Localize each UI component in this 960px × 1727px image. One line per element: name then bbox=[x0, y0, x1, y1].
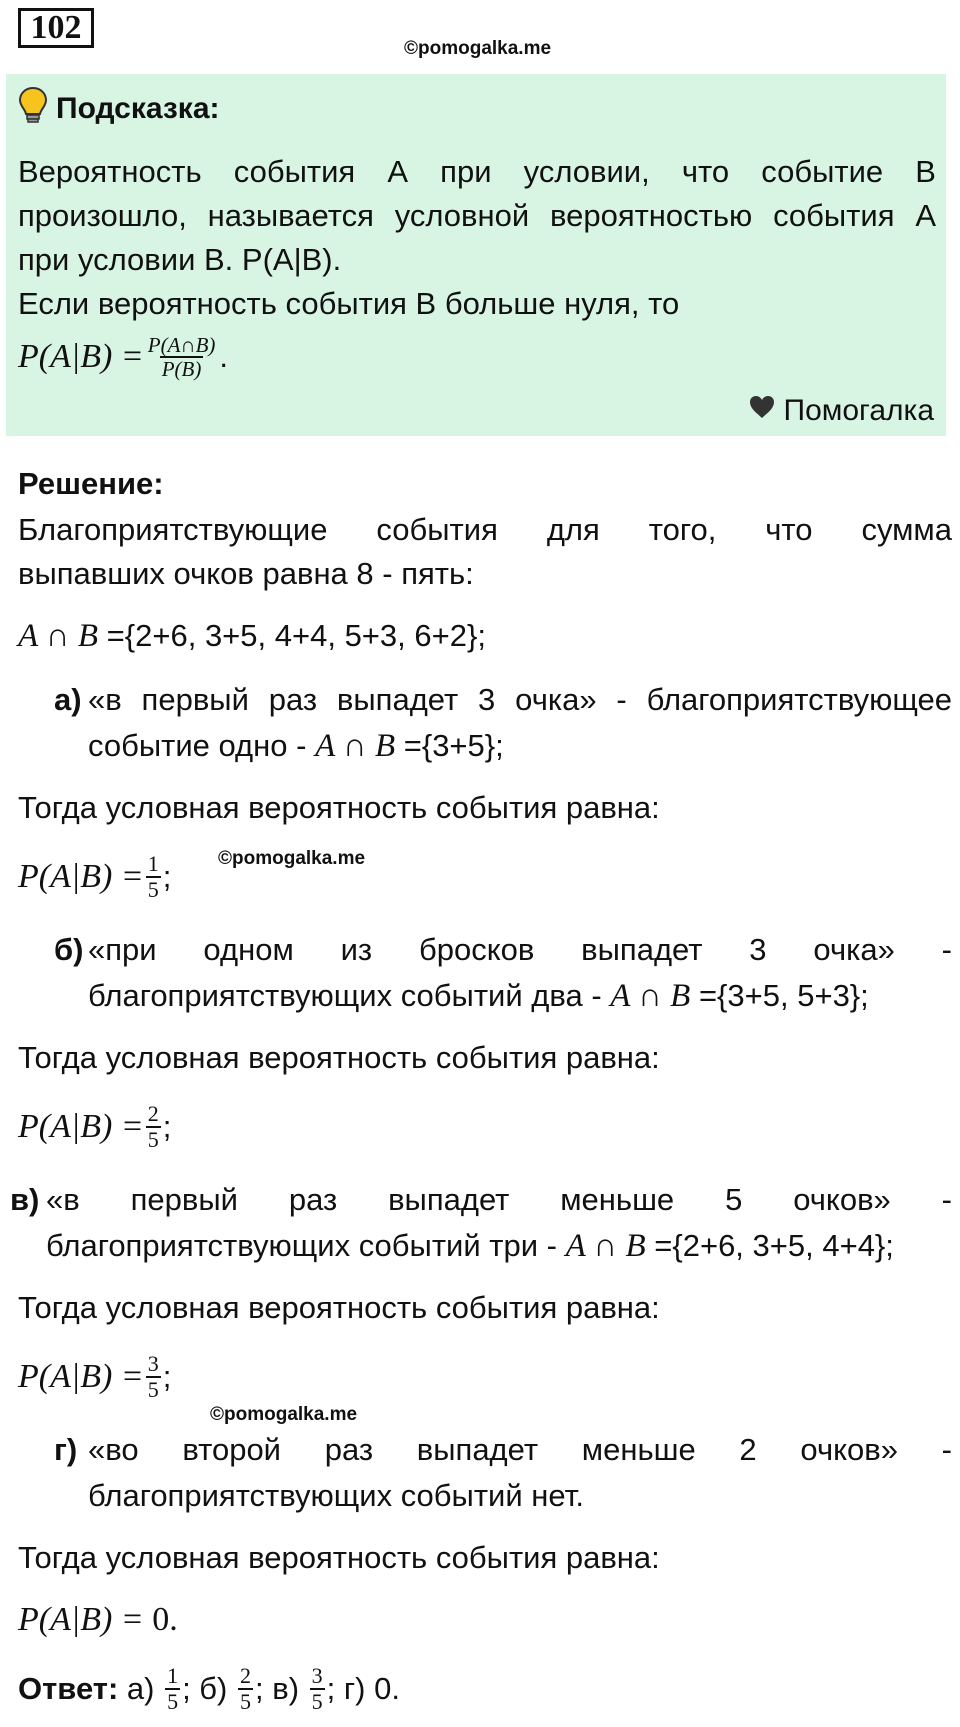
intro-line-1: Благоприятствующие события для того, что сумма bbox=[18, 512, 952, 547]
a-set-expr: A ∩ B bbox=[315, 728, 396, 764]
formula-fraction bbox=[146, 334, 218, 380]
answer-fraction-b bbox=[238, 1664, 253, 1714]
label-a: а) bbox=[54, 682, 82, 717]
fraction-c bbox=[146, 1352, 161, 1402]
a-line-2 bbox=[88, 724, 504, 768]
answer-b-prefix: ; б) bbox=[182, 1671, 236, 1706]
b-set-expr: A ∩ B bbox=[610, 978, 691, 1014]
hint-line-2: произошло, называется условной вероятностью события А bbox=[18, 198, 936, 233]
pab-d: P(A|B) = bbox=[18, 1601, 153, 1638]
solution-title: Решение: bbox=[18, 466, 164, 501]
b-set-values: ={3+5, 5+3}; bbox=[690, 978, 869, 1013]
label-b: б) bbox=[54, 932, 84, 967]
den-c: 5 bbox=[147, 1377, 159, 1402]
c-line-2-pre: благоприятствующих событий три - bbox=[46, 1228, 566, 1263]
answer-num-b: 2 bbox=[240, 1663, 251, 1688]
c-set-expr: A ∩ B bbox=[565, 1228, 646, 1264]
b-line-1: «при одном из бросков выпадет 3 очка» - bbox=[88, 932, 952, 967]
watermark-low: ©pomogalka.me bbox=[210, 1404, 358, 1425]
answer-row bbox=[18, 1664, 400, 1714]
answer-fraction-a bbox=[165, 1664, 180, 1714]
brand-name: Помогалка bbox=[783, 394, 934, 427]
answer-num-a: 1 bbox=[167, 1663, 179, 1688]
hint-line-4: Если вероятность события В больше нуля, то bbox=[18, 286, 680, 321]
pab-a: P(A|B) = bbox=[18, 858, 144, 895]
result-a bbox=[18, 852, 171, 902]
b-line-2-pre: благоприятствующих событий два - bbox=[88, 978, 611, 1013]
answer-label: Ответ: bbox=[18, 1671, 119, 1706]
pab-c: P(A|B) = bbox=[18, 1358, 144, 1395]
fraction-a bbox=[146, 852, 161, 902]
den-b: 5 bbox=[147, 1127, 159, 1152]
set-values: ={2+6, 3+5, 4+4, 5+3, 6+2}; bbox=[98, 618, 486, 653]
answer-fraction-c bbox=[310, 1664, 325, 1714]
semicolon-c: ; bbox=[162, 1359, 172, 1394]
result-d-value: 0. bbox=[152, 1601, 178, 1638]
c-set-values: ={2+6, 3+5, 4+4}; bbox=[645, 1228, 894, 1263]
formula-numerator: P(A∩B) bbox=[147, 333, 216, 357]
a-line-1: «в первый раз выпадет 3 очка» - благоприятствующее bbox=[88, 682, 952, 717]
intro-line-2: выпавших очков равна 8 - пять: bbox=[18, 556, 474, 591]
watermark-top: ©pomogalka.me bbox=[404, 38, 552, 59]
num-c: 3 bbox=[147, 1351, 159, 1376]
lightbulb-icon bbox=[18, 86, 48, 132]
semicolon-a: ; bbox=[162, 859, 172, 894]
result-c bbox=[18, 1352, 171, 1402]
answer-den-b: 5 bbox=[240, 1689, 251, 1714]
b-line-2 bbox=[88, 974, 869, 1018]
hint-title: Подсказка: bbox=[56, 92, 220, 125]
label-d: г) bbox=[54, 1432, 78, 1467]
heart-icon bbox=[748, 394, 776, 428]
a-set-values: ={3+5}; bbox=[395, 728, 504, 763]
c-line-1: «в первый раз выпадет меньше 5 очков» - bbox=[46, 1182, 952, 1217]
then-b: Тогда условная вероятность события равна: bbox=[18, 1040, 660, 1075]
result-b bbox=[18, 1102, 171, 1152]
hint-formula bbox=[18, 334, 228, 380]
set-all bbox=[18, 614, 486, 658]
result-d bbox=[18, 1598, 178, 1642]
formula-denominator: P(B) bbox=[161, 357, 202, 381]
hint-line-3: при условии В. P(A|B). bbox=[18, 242, 342, 277]
num-a: 1 bbox=[147, 851, 159, 876]
hint-line-1: Вероятность события А при условии, что событие В bbox=[18, 154, 936, 189]
formula-lhs: P(A|B) = bbox=[18, 338, 144, 375]
answer-a-prefix: а) bbox=[118, 1671, 164, 1706]
a-line-2-pre: событие одно - bbox=[88, 728, 316, 763]
answer-den-c: 5 bbox=[311, 1689, 323, 1714]
num-b: 2 bbox=[147, 1101, 159, 1126]
watermark-mid: ©pomogalka.me bbox=[218, 848, 366, 869]
then-a: Тогда условная вероятность события равна: bbox=[18, 790, 660, 825]
answer-num-c: 3 bbox=[311, 1663, 323, 1688]
problem-number: 102 bbox=[18, 8, 94, 48]
answer-den-a: 5 bbox=[167, 1689, 179, 1714]
fraction-b bbox=[146, 1102, 161, 1152]
label-c: в) bbox=[10, 1182, 40, 1217]
answer-c-prefix: ; в) bbox=[255, 1671, 308, 1706]
set-expr: A ∩ B bbox=[18, 618, 99, 654]
then-c: Тогда условная вероятность события равна: bbox=[18, 1290, 660, 1325]
formula-end: . bbox=[219, 339, 229, 374]
pab-b: P(A|B) = bbox=[18, 1108, 144, 1145]
answer-d: ; г) 0. bbox=[326, 1671, 400, 1706]
d-line-2: благоприятствующих событий нет. bbox=[88, 1478, 584, 1513]
den-a: 5 bbox=[147, 877, 159, 902]
then-d: Тогда условная вероятность события равна: bbox=[18, 1540, 660, 1575]
hint-title-row bbox=[18, 86, 220, 132]
d-line-1: «во второй раз выпадет меньше 2 очков» - bbox=[88, 1432, 952, 1467]
semicolon-b: ; bbox=[162, 1109, 172, 1144]
brand-row bbox=[748, 394, 935, 428]
c-line-2 bbox=[46, 1224, 894, 1268]
